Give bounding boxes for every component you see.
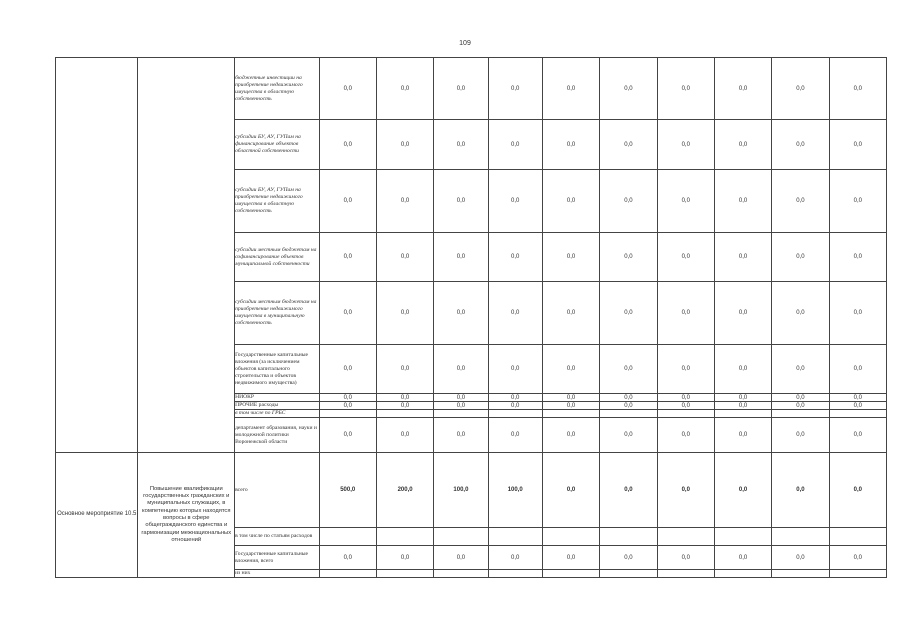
value-cell [376,528,433,546]
value-cell: 0,0 [376,418,433,453]
value-cell: 0,0 [657,453,714,528]
value-cell: 0,0 [600,282,657,345]
value-cell: 0,0 [657,233,714,282]
value-cell: 100,0 [488,453,542,528]
value-cell [714,528,771,546]
value-cell: 0,0 [772,418,829,453]
value-cell [772,528,829,546]
value-cell: 0,0 [657,402,714,410]
value-cell [657,410,714,418]
value-cell: 0,0 [542,418,599,453]
value-cell: 0,0 [829,453,886,528]
value-cell: 0,0 [319,282,376,345]
row-label: в том числе по статьям расходов [235,528,320,546]
value-cell: 0,0 [772,120,829,170]
value-cell [829,410,886,418]
value-cell: 0,0 [772,282,829,345]
value-cell: 0,0 [600,453,657,528]
value-cell: 0,0 [488,546,542,570]
value-cell: 0,0 [772,58,829,120]
value-cell: 0,0 [657,170,714,233]
value-cell: 0,0 [657,345,714,394]
row-label: в том числе по ГРБС [235,410,320,418]
value-cell: 0,0 [714,394,771,402]
value-cell: 0,0 [319,120,376,170]
row-label: департамент образования, науки и молодежной политики Воронежской области [235,418,320,453]
value-cell: 0,0 [657,546,714,570]
value-cell: 0,0 [542,453,599,528]
value-cell [319,528,376,546]
value-cell: 0,0 [488,170,542,233]
value-cell: 0,0 [488,418,542,453]
value-cell: 0,0 [488,120,542,170]
value-cell: 0,0 [772,453,829,528]
value-cell: 0,0 [319,546,376,570]
value-cell [488,570,542,578]
value-cell: 0,0 [542,120,599,170]
value-cell: 0,0 [829,58,886,120]
value-cell: 0,0 [829,394,886,402]
value-cell: 0,0 [542,546,599,570]
value-cell [542,410,599,418]
value-cell: 0,0 [542,394,599,402]
table-row [56,453,887,528]
value-cell: 0,0 [376,120,433,170]
value-cell: 0,0 [829,282,886,345]
continuation-cell [56,58,138,453]
value-cell: 0,0 [376,546,433,570]
value-cell: 0,0 [600,394,657,402]
value-cell: 0,0 [376,282,433,345]
value-cell: 0,0 [319,402,376,410]
value-cell: 0,0 [376,233,433,282]
row-label: субсидии местным бюджетам на приобретение недвижимого имущества в муниципальную собственность [235,282,320,345]
value-cell: 0,0 [434,170,488,233]
value-cell: 0,0 [376,345,433,394]
value-cell: 0,0 [542,170,599,233]
value-cell [772,410,829,418]
value-cell: 0,0 [657,282,714,345]
value-cell: 0,0 [600,418,657,453]
row-label: всего [235,453,320,528]
value-cell: 0,0 [319,345,376,394]
value-cell: 0,0 [542,282,599,345]
value-cell: 0,0 [829,170,886,233]
row-label: субсидии БУ, АУ, ГУПам на финансирование объектов областной собственности [235,120,320,170]
value-cell: 0,0 [600,58,657,120]
row-label: НИОКР [235,394,320,402]
value-cell: 200,0 [376,453,433,528]
value-cell: 0,0 [600,345,657,394]
value-cell [829,570,886,578]
value-cell [542,528,599,546]
value-cell: 0,0 [542,402,599,410]
value-cell [829,528,886,546]
value-cell: 0,0 [600,546,657,570]
value-cell [319,570,376,578]
value-cell: 0,0 [829,345,886,394]
value-cell: 500,0 [319,453,376,528]
value-cell: 0,0 [714,453,771,528]
value-cell: 0,0 [600,233,657,282]
value-cell [714,570,771,578]
value-cell [600,570,657,578]
value-cell: 0,0 [542,233,599,282]
value-cell: 0,0 [488,58,542,120]
value-cell [434,570,488,578]
value-cell: 0,0 [772,546,829,570]
value-cell: 0,0 [657,394,714,402]
event-description: Повышение квалификации государственных гражданских и муниципальных служащих, в компетенцию которых находятся вопросы в сфере общегражданского единства и гармонизации межнациональных отношений [138,453,235,578]
value-cell: 0,0 [542,345,599,394]
value-cell: 0,0 [714,402,771,410]
value-cell: 0,0 [829,418,886,453]
value-cell: 0,0 [319,58,376,120]
value-cell: 0,0 [714,546,771,570]
continuation-cell [138,58,235,453]
value-cell: 0,0 [434,418,488,453]
value-cell: 0,0 [319,233,376,282]
value-cell [600,410,657,418]
value-cell: 0,0 [829,402,886,410]
value-cell [319,410,376,418]
value-cell [434,410,488,418]
value-cell: 0,0 [657,58,714,120]
table-row [56,58,887,120]
value-cell: 0,0 [376,170,433,233]
value-cell [488,410,542,418]
value-cell: 0,0 [714,58,771,120]
value-cell: 0,0 [434,282,488,345]
value-cell: 0,0 [434,546,488,570]
value-cell: 0,0 [488,233,542,282]
value-cell: 0,0 [772,394,829,402]
row-label: Государственные капитальные вложения, всего [235,546,320,570]
row-label: бюджетные инвестиции на приобретение недвижимого имущества в областную собственность [235,58,320,120]
value-cell: 0,0 [488,345,542,394]
value-cell: 0,0 [434,58,488,120]
value-cell [714,410,771,418]
value-cell: 0,0 [657,120,714,170]
value-cell: 0,0 [829,546,886,570]
value-cell [657,528,714,546]
budget-table [55,57,887,578]
value-cell: 0,0 [829,120,886,170]
value-cell: 0,0 [376,402,433,410]
value-cell: 0,0 [319,394,376,402]
value-cell: 0,0 [772,170,829,233]
value-cell: 0,0 [600,170,657,233]
value-cell [600,528,657,546]
value-cell: 0,0 [714,418,771,453]
value-cell: 0,0 [488,282,542,345]
value-cell: 0,0 [772,402,829,410]
value-cell: 0,0 [319,170,376,233]
value-cell: 0,0 [714,233,771,282]
value-cell [772,570,829,578]
value-cell: 0,0 [714,282,771,345]
value-cell [488,528,542,546]
value-cell: 0,0 [488,402,542,410]
value-cell: 0,0 [714,120,771,170]
value-cell: 0,0 [434,120,488,170]
value-cell [434,528,488,546]
value-cell: 0,0 [434,402,488,410]
value-cell: 0,0 [829,233,886,282]
value-cell [376,570,433,578]
value-cell: 0,0 [376,394,433,402]
value-cell: 0,0 [434,345,488,394]
page-number: 109 [459,40,471,47]
value-cell: 0,0 [434,233,488,282]
value-cell [542,570,599,578]
row-label: из них [235,570,320,578]
row-label: субсидии БУ, АУ, ГУПам на приобретение недвижимого имущества в областную собственность [235,170,320,233]
value-cell [376,410,433,418]
value-cell: 100,0 [434,453,488,528]
value-cell: 0,0 [714,170,771,233]
value-cell: 0,0 [657,418,714,453]
value-cell: 0,0 [319,418,376,453]
value-cell: 0,0 [772,345,829,394]
event-name: Основное мероприятие 10.5 [56,453,138,578]
value-cell: 0,0 [376,58,433,120]
row-label: ПРОЧИЕ расходы [235,402,320,410]
value-cell: 0,0 [488,394,542,402]
value-cell: 0,0 [600,402,657,410]
row-label: субсидии местным бюджетам на софинансирование объектов муниципальной собственности [235,233,320,282]
value-cell: 0,0 [714,345,771,394]
row-label: Государственные капитальные вложения (за исключением объектов капитального строительства и объектов недвижимого имущества) [235,345,320,394]
value-cell: 0,0 [600,120,657,170]
value-cell [657,570,714,578]
value-cell: 0,0 [772,233,829,282]
value-cell: 0,0 [434,394,488,402]
value-cell: 0,0 [542,58,599,120]
